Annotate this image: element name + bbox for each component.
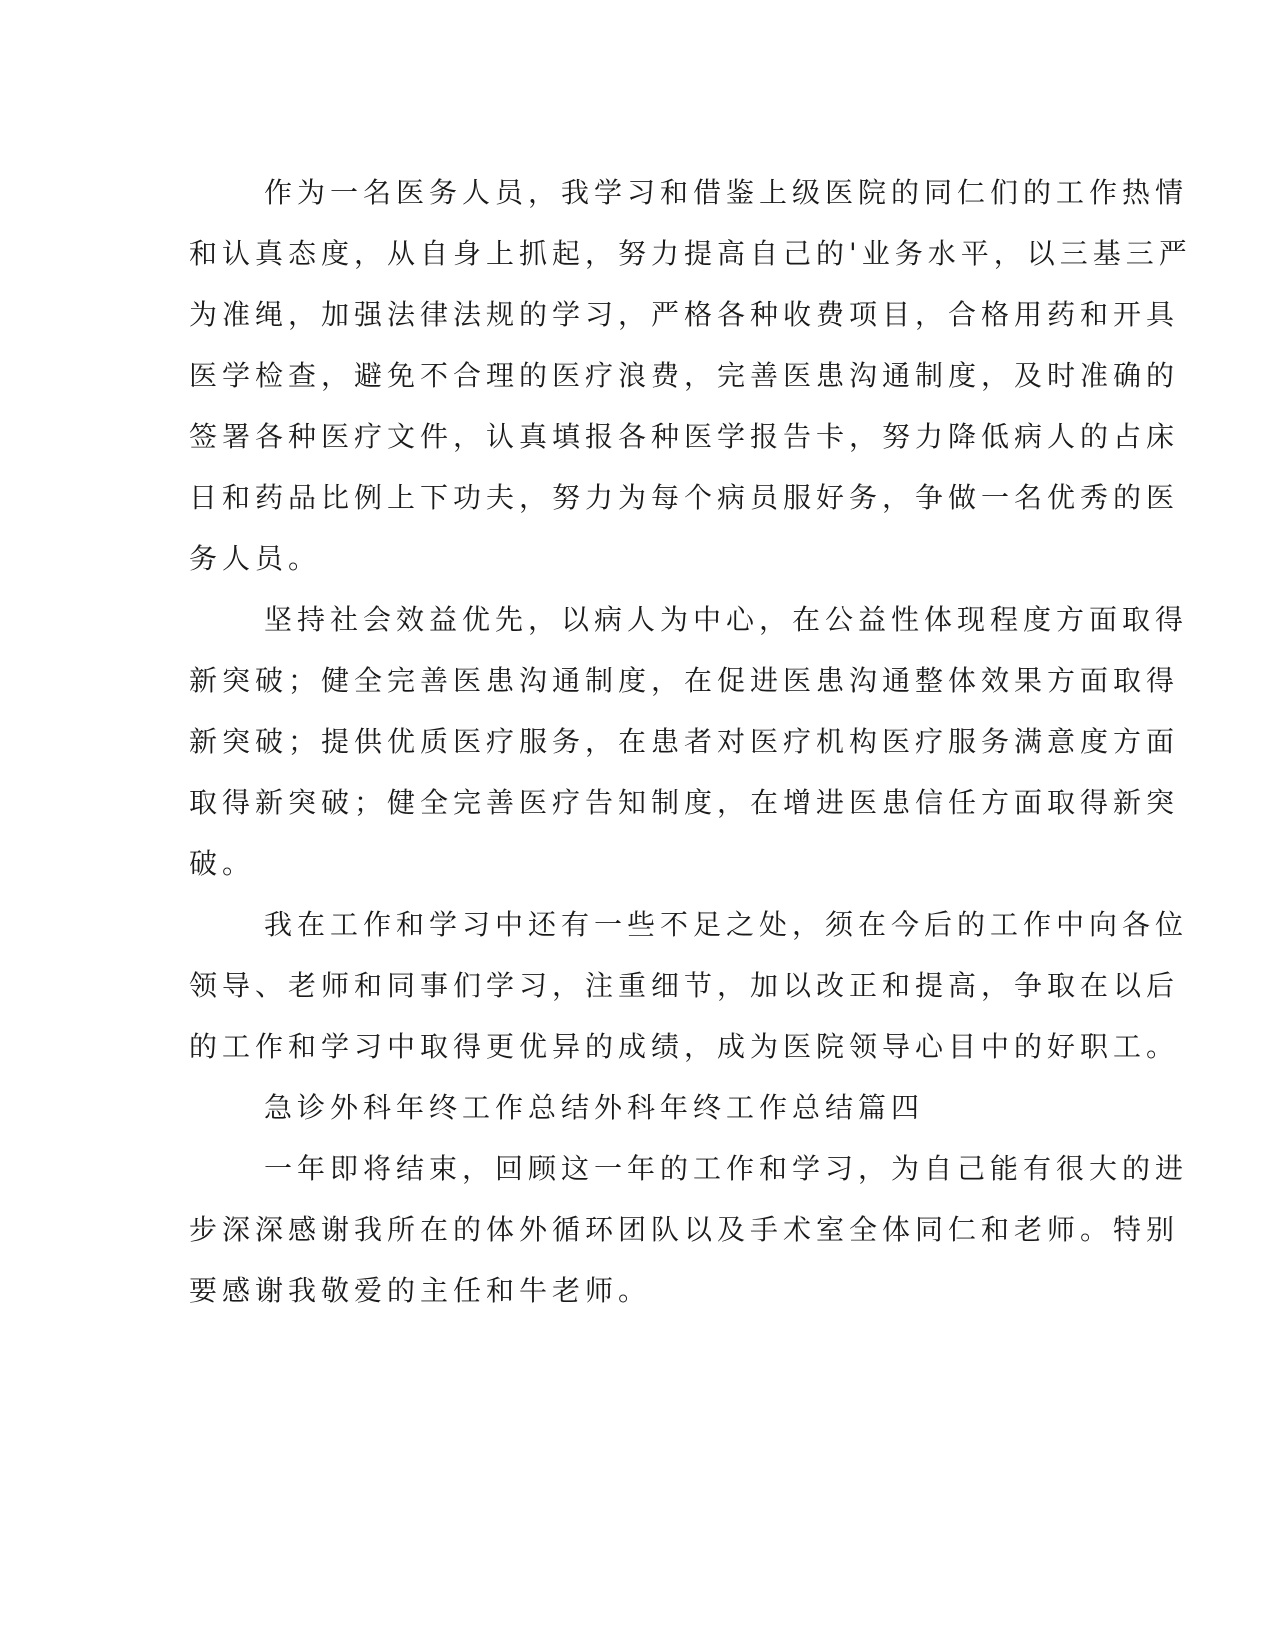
text-line: 日和药品比例上下功夫，努力为每个病员服好务，争做一名优秀的医 bbox=[189, 481, 1180, 514]
text-line: 要感谢我敬爱的主任和牛老师。 bbox=[189, 1274, 652, 1307]
text-line: 作为一名医务人员，我学习和借鉴上级医院的同仁们的工作热情 bbox=[264, 176, 1189, 209]
text-line: 坚持社会效益优先，以病人为中心，在公益性体现程度方面取得 bbox=[264, 603, 1189, 636]
section-heading bbox=[189, 1077, 1077, 1138]
text-line: 为准绳，加强法律法规的学习，严格各种收费项目，合格用药和开具 bbox=[189, 298, 1180, 331]
paragraph bbox=[189, 1138, 1189, 1321]
paragraph bbox=[189, 162, 1192, 589]
text-line: 新突破；提供优质医疗服务，在患者对医疗机构医疗服务满意度方面 bbox=[189, 725, 1180, 758]
text-line: 取得新突破；健全完善医疗告知制度，在增进医患信任方面取得新突 bbox=[189, 786, 1180, 819]
text-line: 签署各种医疗文件，认真填报各种医学报告卡，努力降低病人的占床 bbox=[189, 420, 1180, 453]
heading-line: 急诊外科年终工作总结外科年终工作总结篇四 bbox=[264, 1091, 925, 1124]
text-line: 医学检查，避免不合理的医疗浪费，完善医患沟通制度，及时准确的 bbox=[189, 359, 1180, 392]
text-line: 破。 bbox=[189, 847, 256, 880]
text-line: 的工作和学习中取得更优异的成绩，成为医院领导心目中的好职工。 bbox=[189, 1030, 1180, 1063]
text-line: 和认真态度，从自身上抓起，努力提高自己的'业务水平，以三基三严 bbox=[189, 237, 1192, 270]
text-line: 新突破；健全完善医患沟通制度，在促进医患沟通整体效果方面取得 bbox=[189, 664, 1180, 697]
text-line: 领导、老师和同事们学习，注重细节，加以改正和提高，争取在以后 bbox=[189, 969, 1180, 1002]
text-line: 步深深感谢我所在的体外循环团队以及手术室全体同仁和老师。特别 bbox=[189, 1213, 1180, 1246]
text-line: 务人员。 bbox=[189, 542, 322, 575]
document-body bbox=[189, 162, 1192, 1321]
text-line: 一年即将结束，回顾这一年的工作和学习，为自己能有很大的进 bbox=[264, 1152, 1189, 1185]
paragraph bbox=[189, 894, 1189, 1077]
paragraph bbox=[189, 589, 1189, 894]
text-line: 我在工作和学习中还有一些不足之处，须在今后的工作中向各位 bbox=[264, 908, 1189, 941]
